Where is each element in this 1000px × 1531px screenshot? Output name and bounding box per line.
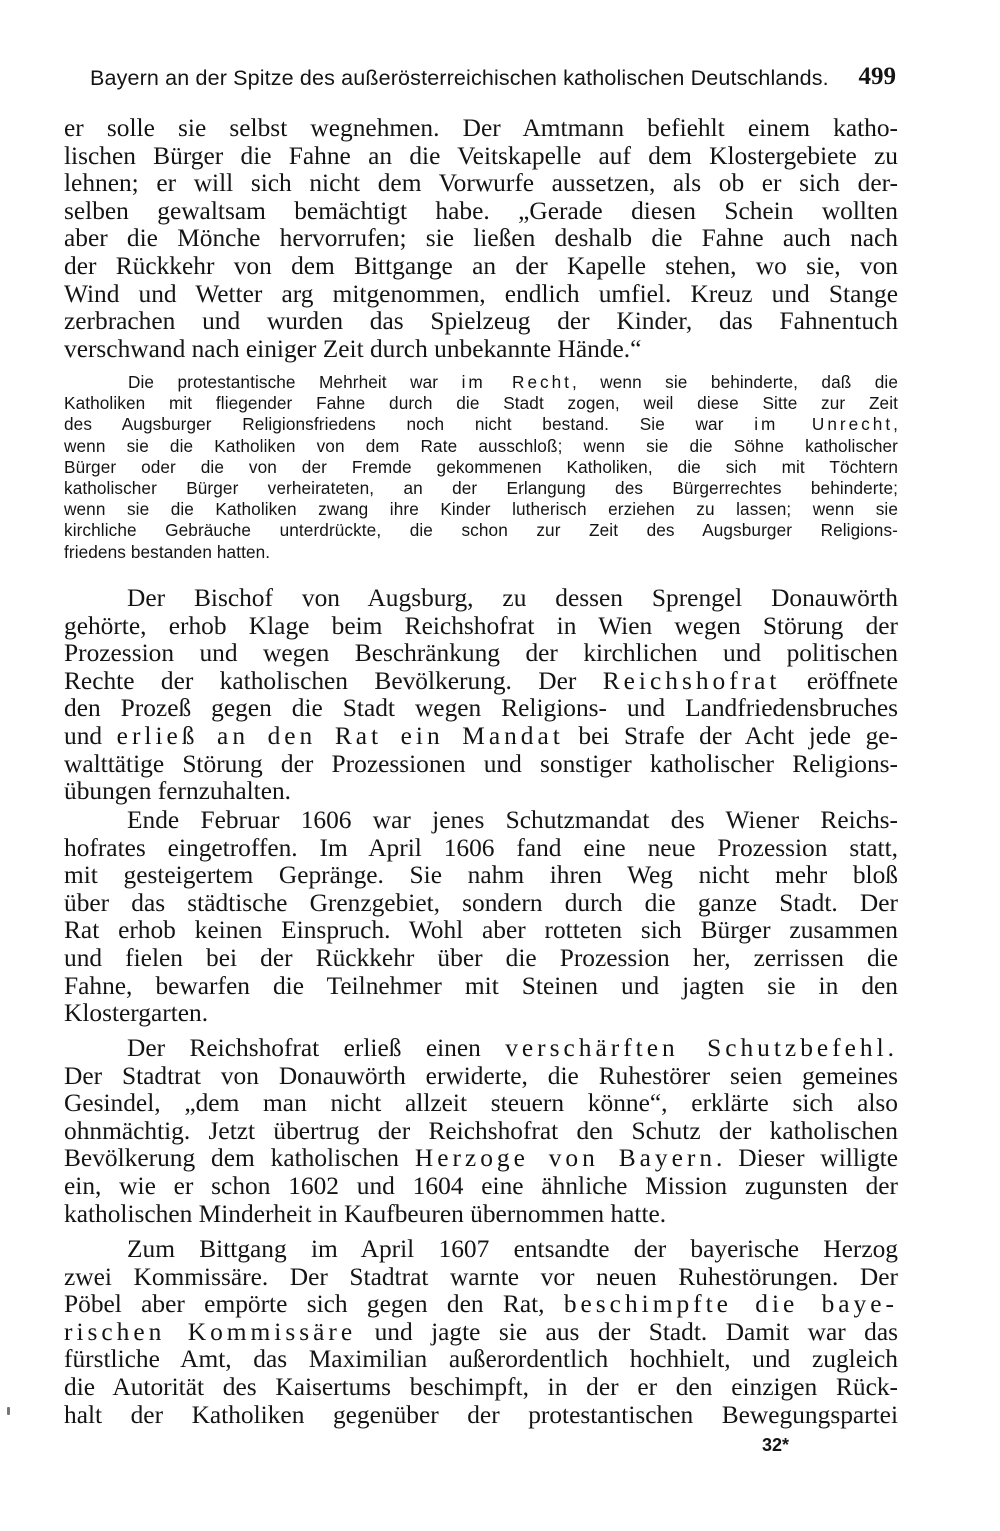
note-line: Bürger oder die von der Fremde gekommenen Katholiken, die sich mit Töchtern [64, 456, 898, 477]
text-line: lischen Bürger die Fahne an die Veitskapelle auf dem Klostergebiete zu [64, 141, 898, 170]
text-line: halt der Katholiken gegenüber der protestantischen Bewegungspartei [64, 1400, 898, 1429]
running-header [90, 64, 896, 98]
signature-mark: 32* [762, 1435, 790, 1455]
emphasis: verschärften Schutzbefehl. [505, 1034, 898, 1062]
text-line: Ende Februar 1606 war jenes Schutzmandat des Wiener Reichs- [127, 806, 898, 834]
text-line: Klostergarten. [64, 999, 209, 1028]
paragraph-4 [64, 1035, 898, 1228]
text-line: fürstliche Amt, das Maximilian außerordentlich hochhielt, und zugleich [64, 1345, 898, 1374]
emphasis: im Unrecht [754, 414, 894, 435]
text-line: ein, wie er schon 1602 und 1604 eine ähnliche Mission zugunsten der [64, 1171, 898, 1200]
text-line: Bevölkerung dem katholischen Herzoge von Bayern. Dieser willigte [64, 1144, 898, 1173]
text-line: rischen Kommissäre und jagte sie aus der Stadt. Damit war das [64, 1317, 898, 1346]
text-line: Gesindel, „dem man nicht allzeit steuern könne“, erklärte sich also [64, 1089, 898, 1118]
text-line: Der Stadtrat von Donauwörth erwiderte, die Ruhestörer seien gemeines [64, 1061, 898, 1090]
text-line: walttätige Störung der Prozessionen und sonstiger katholischer Religions- [64, 749, 898, 778]
paragraph-3 [64, 807, 898, 1028]
running-title: Bayern an der Spitze des außerösterreichischen katholischen Deutschlands. [90, 66, 829, 90]
page-number: 499 [858, 63, 896, 90]
text-line: katholischen Minderheit in Kaufbeuren übernommen hatte. [64, 1199, 667, 1228]
text-line: Rat erhob keinen Einspruch. Wohl aber rotteten sich Bürger zusammen [64, 916, 898, 945]
note-line: friedens bestanden hatten. [64, 541, 271, 562]
note-line: Die protestantische Mehrheit war im Recht, wenn sie behinderte, daß die [128, 372, 898, 392]
text-line: mit gesteigertem Gepränge. Sie nahm ihren Weg nicht mehr bloß [64, 861, 898, 890]
paragraph-1 [64, 115, 898, 363]
text-line: aber die Mönche hervorrufen; sie ließen deshalb die Fahne auch nach [64, 224, 898, 253]
text-line: Fahne, bewarfen die Teilnehmer mit Steinen und jagten sie in den [64, 971, 898, 1000]
text-line: gehörte, erhob Klage beim Reichshofrat in Wien wegen Störung der [64, 611, 898, 640]
paragraph-2 [64, 585, 898, 806]
emphasis: rischen Kommissäre [64, 1317, 357, 1346]
note-line: des Augsburger Religionsfriedens noch nicht bestand. Sie war im Unrecht, [64, 414, 899, 435]
emphasis: im Recht [461, 372, 572, 392]
text-line: er solle sie selbst wegnehmen. Der Amtmann befiehlt einem katho- [64, 114, 898, 142]
text-line: der Rückkehr von dem Bittgange an der Kapelle stehen, wo sie, von [64, 251, 898, 280]
text-line: Rechte der katholischen Bevölkerung. Der Reichshofrat eröffnete [64, 666, 898, 695]
note-line: kirchliche Gebräuche unterdrückte, die schon zur Zeit des Augsburger Religions- [64, 520, 898, 541]
margin-speck [7, 1407, 10, 1415]
text-line: selben gewaltsam bemächtigt habe. „Gerade diesen Schein wollten [64, 196, 898, 225]
text-line: und fielen bei der Rückkehr über die Prozession her, zerrissen die [64, 943, 898, 972]
text-line: und erließ an den Rat ein Mandat bei Strafe der Acht jede ge- [64, 721, 898, 750]
text-line: Der Bischof von Augsburg, zu dessen Sprengel Donauwörth [127, 584, 898, 612]
text-line: die Autorität des Kaisertums beschimpft, in der er den einzigen Rück- [64, 1372, 898, 1401]
text-line: Pöbel aber empörte sich gegen den Rat, beschimpfte die baye- [64, 1290, 898, 1319]
text-line: Prozession und wegen Beschränkung der kirchlichen und politischen [64, 639, 898, 668]
small-print-note [64, 372, 898, 563]
text-line: verschwand nach einiger Zeit durch unbekannte Hände.“ [64, 334, 642, 363]
note-line: wenn sie die Katholiken zwang ihre Kinder lutherisch erziehen zu lassen; wenn sie [64, 499, 898, 520]
emphasis: erließ an den Rat ein Mandat [116, 721, 564, 750]
text-line: Wind und Wetter arg mitgenommen, endlich umfiel. Kreuz und Stange [64, 279, 898, 308]
text-line: zerbrachen und wurden das Spielzeug der Kinder, das Fahnentuch [64, 307, 898, 336]
text-line: ohnmächtig. Jetzt übertrug der Reichshofrat den Schutz der katholischen [64, 1116, 898, 1145]
text-line: hofrates eingetroffen. Im April 1606 fand eine neue Prozession statt, [64, 833, 898, 862]
emphasis: Reichshofrat [602, 666, 781, 695]
note-line: katholischer Bürger verheirateten, an der Erlangung des Bürgerrechtes behinderte; [64, 478, 898, 499]
paragraph-5 [64, 1236, 898, 1429]
note-line: wenn sie die Katholiken von dem Rate ausschloß; wenn sie die Söhne katholischer [64, 435, 898, 456]
text-line: den Prozeß gegen die Stadt wegen Religions- und Landfriedensbruches [64, 694, 898, 723]
text-line: Zum Bittgang im April 1607 entsandte der bayerische Herzog [127, 1235, 898, 1263]
text-line: lehnen; er will sich nicht dem Vorwurfe aussetzen, als ob er sich der- [64, 169, 898, 198]
note-line: Katholiken mit fliegender Fahne durch die Stadt zogen, weil diese Sitte zur Zeit [64, 393, 898, 414]
text-line: übungen fernzuhalten. [64, 777, 292, 806]
text-line: zwei Kommissäre. Der Stadtrat warnte vor neuen Ruhestörungen. Der [64, 1262, 898, 1291]
text-line: Der Reichshofrat erließ einen verschärften Schutzbefehl. [127, 1034, 898, 1062]
text-line: über das städtische Grenzgebiet, sondern durch die ganze Stadt. Der [64, 888, 898, 917]
emphasis: beschimpfte die baye- [563, 1290, 898, 1319]
emphasis: Herzoge von Bayern [414, 1144, 717, 1173]
